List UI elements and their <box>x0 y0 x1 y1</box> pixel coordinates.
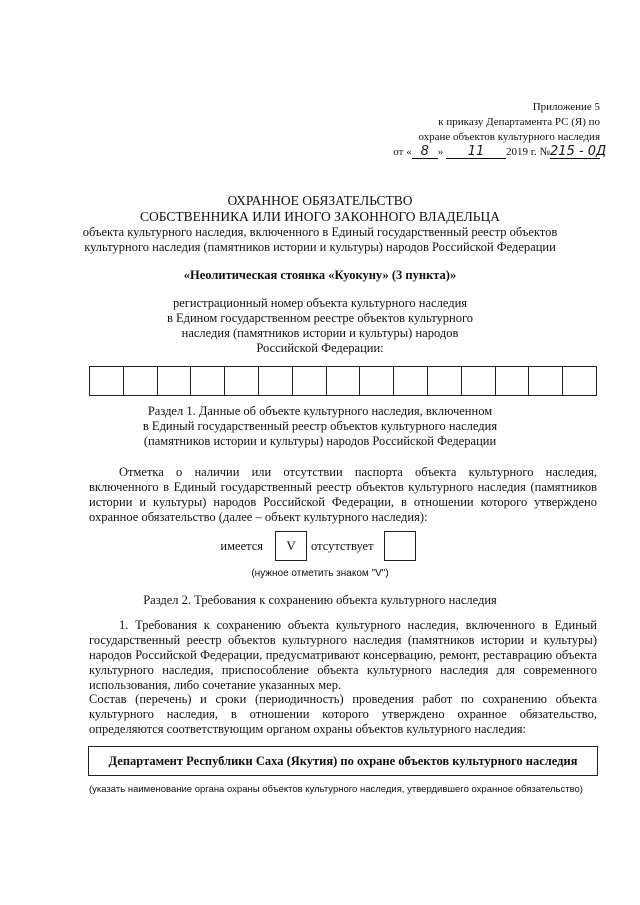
registration-cell[interactable] <box>259 367 293 395</box>
requirements-paragraph: 1. Требования к сохранению объекта культурного наследия, включенного в Единый государственный реестр объектов культурного наследия (памятников истории и культуры) народов Российской Федерации, предусматривают консервацию, ремонт, реставрацию объекта культурного наследия, приспособление объекта культурного наследия для современного использования, либо сочетание указанных мер. <box>89 618 597 692</box>
registration-line4: Российской Федерации: <box>256 341 384 355</box>
section1-line1: Раздел 1. Данные об объекте культурного наследия, включенном <box>147 404 493 418</box>
registration-number-grid[interactable] <box>89 366 597 396</box>
registration-cell[interactable] <box>158 367 192 395</box>
order-date-line <box>380 144 607 160</box>
section1-line2: в Единый государственный реестр объектов культурного наследия <box>142 419 498 433</box>
appendix-line3: охране объектов культурного наследия <box>418 131 600 143</box>
section1-line3: (памятников истории и культуры) народов Российской Федерации <box>143 434 497 448</box>
registration-line2: в Едином государственном реестре объектов культурного <box>166 311 474 325</box>
exists-label: имеется <box>220 538 264 553</box>
registration-line1: регистрационный номер объекта культурного наследия <box>172 296 468 310</box>
registration-cell[interactable] <box>428 367 462 395</box>
appendix-header <box>380 100 607 160</box>
registration-cell[interactable] <box>462 367 496 395</box>
protection-organ-box <box>88 746 598 776</box>
registration-cell[interactable] <box>293 367 327 395</box>
title-line3: объекта культурного наследия, включенного в Единый государственный реестр объектов <box>82 225 558 239</box>
presence-hint: (нужное отметить знаком "V") <box>251 568 389 579</box>
registration-cell[interactable] <box>124 367 158 395</box>
protection-organ-name: Департамент Республики Саха (Якутия) по охране объектов культурного наследия <box>108 753 578 768</box>
absent-label: отсутствует <box>311 538 374 553</box>
registration-cell[interactable] <box>191 367 225 395</box>
registration-cell[interactable] <box>496 367 530 395</box>
object-name: «Неолитическая стоянка «Куокуну» (3 пункта)» <box>183 268 457 282</box>
order-number: 215 - 0Д <box>550 144 607 159</box>
registration-line3: наследия (памятников истории и культуры) народов <box>181 326 459 340</box>
order-month: 11 <box>446 145 506 159</box>
registration-caption <box>0 296 640 356</box>
section2-heading: Раздел 2. Требования к сохранению объекта культурного наследия <box>143 593 497 607</box>
date-day-suffix: » <box>437 146 444 158</box>
registration-cell[interactable] <box>394 367 428 395</box>
appendix-line1: Приложение 5 <box>532 101 600 113</box>
title-line2: СОБСТВЕННИКА ИЛИ ИНОГО ЗАКОННОГО ВЛАДЕЛЬЦА <box>139 209 500 224</box>
passport-presence-row <box>0 531 640 561</box>
protection-organ-note: (указать наименование органа охраны объектов культурного наследия, утвердившего охранное обязательство) <box>89 784 583 795</box>
appendix-line2: к приказу Департамента РС (Я) по <box>438 116 600 128</box>
registration-cell[interactable] <box>90 367 124 395</box>
section1-heading <box>0 404 640 449</box>
registration-cell[interactable] <box>360 367 394 395</box>
exists-checkbox[interactable]: V <box>275 531 307 561</box>
registration-cell[interactable] <box>529 367 563 395</box>
absent-checkbox[interactable] <box>384 531 416 561</box>
works-paragraph: Состав (перечень) и сроки (периодичность) проведения работ по сохранению объекта культурного наследия, в отношении которого утверждено охранное обязательство, определяются соответствующим органом охраны объектов культурного наследия: <box>89 692 597 736</box>
document-title <box>0 193 640 255</box>
registration-cell[interactable] <box>563 367 596 395</box>
registration-cell[interactable] <box>225 367 259 395</box>
title-line4: культурного наследия (памятников истории и культуры) народов Российской Федерации <box>84 240 556 254</box>
order-day: 8 <box>412 145 438 159</box>
date-prefix: от « <box>393 146 412 158</box>
passport-paragraph: Отметка о наличии или отсутствии паспорта объекта культурного наследия, включенного в Единый государственный реестр объектов культурного наследия (памятников истории и культуры) народов Российской Федерации, в отношении которого утверждено охранное обязательство (далее – объект культурного наследия): <box>89 465 597 524</box>
order-year: 2019 г. № <box>505 146 550 158</box>
registration-cell[interactable] <box>327 367 361 395</box>
title-line1: ОХРАННОЕ ОБЯЗАТЕЛЬСТВО <box>227 193 413 208</box>
